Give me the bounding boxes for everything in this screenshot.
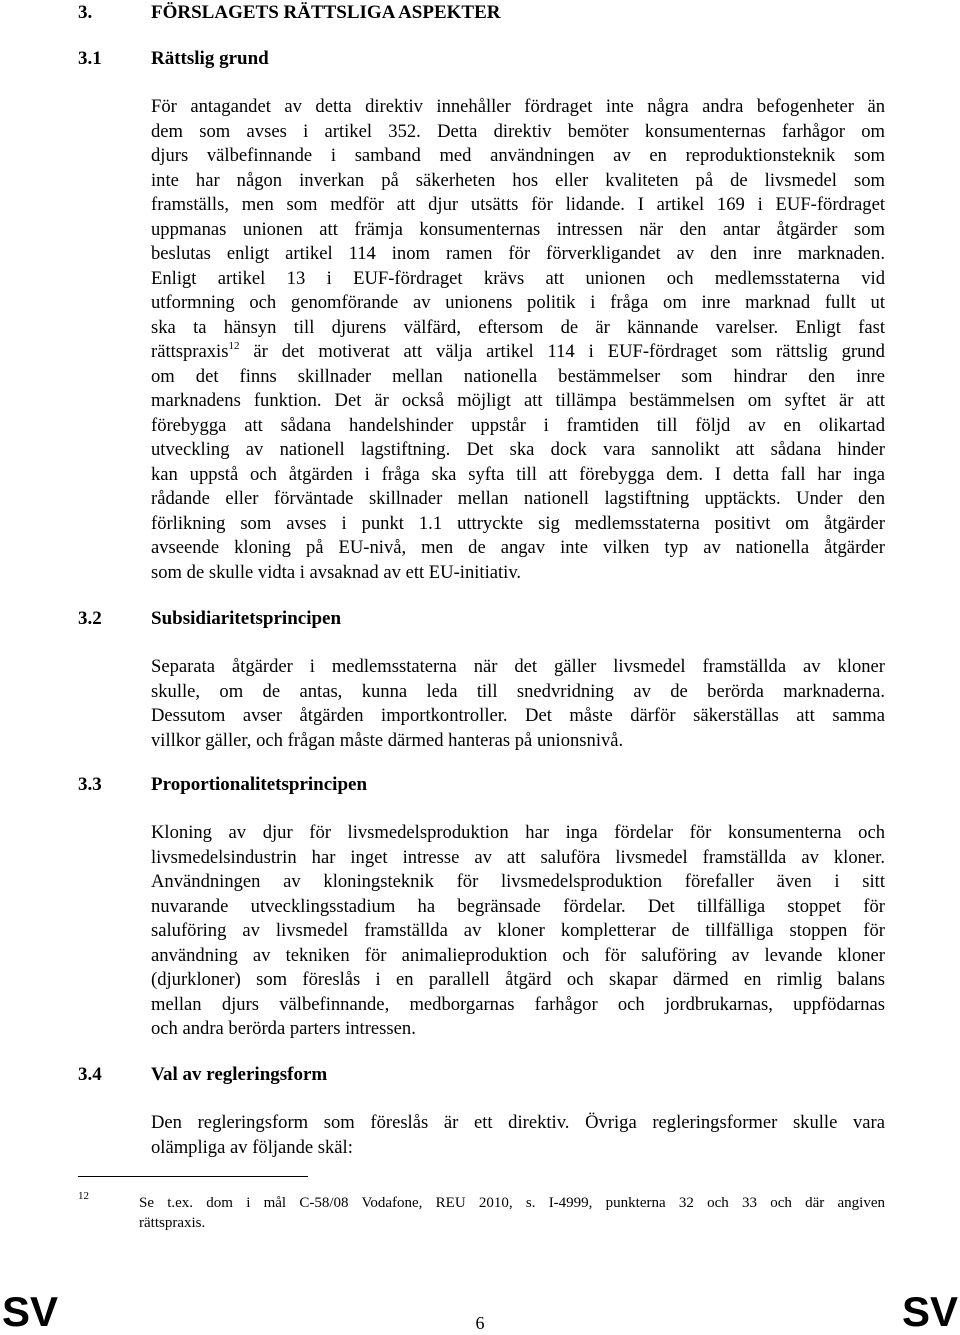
paragraph-subsidiarity [151, 655, 885, 753]
text-line: (djurkloner) som föreslås i en parallell åtgärd och skapar därmed en rimlig balans [151, 969, 885, 990]
text-line: För antagandet av detta direktiv innehåller fördraget inte några andra befogenheter än [151, 96, 885, 117]
footnote-number: 12 [78, 1190, 89, 1202]
text-line: mellan djurs välbefinnande, medborgarnas farhågor och jordbrukarnas, uppfödarnas [151, 993, 885, 1015]
footnote-separator [78, 1176, 308, 1177]
text-line: dem som avses i artikel 352. Detta direktiv bemöter konsumenternas farhågor om [151, 120, 885, 142]
text-line: om det finns skillnader mellan nationella bestämmelser som hindrar den inre [151, 365, 885, 387]
footnote-text [139, 1194, 885, 1233]
paragraph-legal-basis [151, 95, 885, 585]
text-line: som de skulle vidta i avsaknad av ett EU-initiativ. [151, 561, 522, 583]
text-line: nuvarande utvecklingsstadium ha begränsade fördelar. Det tillfälliga stoppet för [151, 895, 885, 917]
text-line: Kloning av djur för livsmedelsproduktion har inga fördelar för konsumenterna och [151, 822, 885, 843]
language-code-right: SV [901, 1288, 958, 1335]
text-line: beslutas enligt artikel 114 inom ramen för förverkligandet av den inre marknaden. [151, 243, 885, 264]
text-line: kan uppstå och åtgärden i fråga ska syfta till att förebygga dem. I detta fall har inga [151, 463, 885, 485]
page-number: 6 [475, 1313, 485, 1333]
text-line: användning av tekniken för animalieproduktion och för saluföring av levande kloner [151, 944, 885, 966]
text-line: Separata åtgärder i medlemsstaterna när det gäller livsmedel framställda av kloner [151, 656, 885, 677]
text-line: Den regleringsform som föreslås är ett direktiv. Övriga regleringsformer skulle vara [151, 1112, 885, 1133]
text-line: förlikning som avses i punkt 1.1 uttryckte sig medlemsstaterna positivt om åtgärder [151, 512, 885, 534]
text-line-with-footnote [151, 340, 885, 365]
text-line: framställs, men som medför att djur utsätts för lidande. I artikel 169 i EUF-fördraget [151, 194, 885, 215]
text-line: villkor gäller, och frågan måste därmed hanteras på unionsnivå. [151, 729, 624, 751]
text-line: Dessutom avser åtgärden importkontroller. Det måste därför säkerställas att samma [151, 705, 885, 726]
text-line: utveckling av nationell lagstiftning. Det ska dock vara sannolikt att sådana hinder [151, 439, 885, 460]
text-line: ska ta hänsyn till djurens välfärd, eftersom de är kännande varelser. Enligt fast [151, 316, 885, 338]
paragraph-proportionality [151, 821, 885, 1042]
section-number: 3. [78, 2, 93, 23]
section-number: 3.1 [78, 48, 102, 69]
text-line: olämpliga av följande skäl: [151, 1136, 353, 1158]
text-line: Enligt artikel 13 i EUF-fördraget krävs att unionen och medlemsstaterna vid [151, 267, 885, 289]
text-line: och andra berörda parters intressen. [151, 1018, 416, 1039]
section-number: 3.4 [78, 1064, 102, 1085]
text-line: inte har någon inverkan på säkerheten hos eller kvaliteten på de livsmedel som [151, 169, 885, 191]
section-heading-3-3 [78, 774, 367, 796]
text-fragment: rättspraxis [151, 341, 229, 362]
text-line: avseende kloning på EU-nivå, men de angav inte vilken typ av nationella åtgärder [151, 537, 885, 558]
text-fragment: är det motiverat att välja artikel 114 i EUF-fördraget som rättslig grund [253, 341, 885, 362]
footnote-reference[interactable]: 12 [228, 340, 240, 352]
section-heading-3-4 [78, 1064, 327, 1086]
paragraph-choice-of-instrument [151, 1111, 885, 1160]
text-line: skulle, om de antas, kunna leda till snedvridning av de berörda marknaderna. [151, 680, 885, 702]
section-heading-3 [78, 2, 501, 24]
text-line: djurs välbefinnande i samband med användningen av en reproduktionsteknik som [151, 145, 885, 166]
section-title: Subsidiaritetsprincipen [151, 608, 342, 629]
text-line: förebygga att sådana handelshinder uppstår i framtiden till följd av en olikartad [151, 414, 885, 436]
text-line: utformning och genomförande av unionens politik i fråga om inre marknad fullt ut [151, 292, 885, 313]
text-line: uppmanas unionen att främja konsumenternas intressen när den antar åtgärder som [151, 218, 885, 240]
text-line: Användningen av kloningsteknik för livsmedelsproduktion förefaller även i sitt [151, 871, 885, 892]
section-number: 3.3 [78, 774, 102, 795]
section-title: FÖRSLAGETS RÄTTSLIGA ASPEKTER [151, 2, 501, 23]
section-title: Rättslig grund [151, 48, 269, 69]
language-code-left: SV [2, 1288, 59, 1335]
section-number: 3.2 [78, 608, 102, 629]
section-heading-3-1 [78, 48, 269, 70]
text-line: livsmedelsindustrin har inget intresse av att saluföra livsmedel framställda av kloner. [151, 846, 885, 868]
footnote-line: rättspraxis. [139, 1214, 206, 1231]
section-title: Val av regleringsform [151, 1064, 328, 1085]
section-heading-3-2 [78, 608, 341, 630]
text-line: marknadens funktion. Det är också möjligt att tillämpa bestämmelsen om syftet är att [151, 390, 885, 411]
section-title: Proportionalitetsprincipen [151, 774, 368, 795]
text-line: rådande eller förväntade skillnader mellan nationell lagstiftning upptäckts. Under den [151, 488, 885, 509]
text-line: saluföring av livsmedel framställda av kloner kompletterar de tillfälliga stoppen för [151, 920, 885, 941]
footnote-line: Se t.ex. dom i mål C-58/08 Vodafone, REU 2010, s. I-4999, punkterna 32 och 33 och där angiven [139, 1195, 885, 1211]
